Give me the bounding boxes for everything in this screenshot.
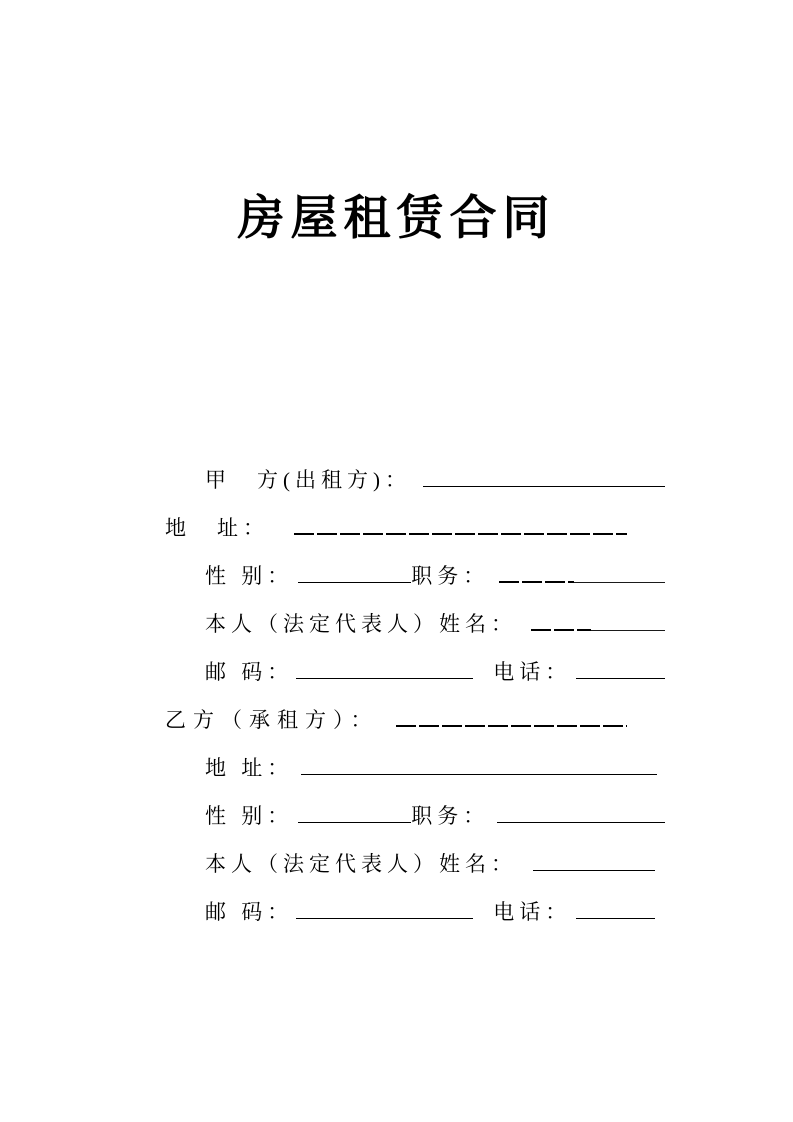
party-b-name-blank[interactable]: [396, 725, 628, 727]
party-b-gender-blank[interactable]: [298, 822, 411, 823]
party-a-rep-name-blank[interactable]: [531, 629, 591, 631]
party-b-phone-blank[interactable]: [576, 918, 655, 919]
party-a-label: 甲 方(出租方)：: [205, 468, 411, 492]
party-a-gender-label: 性 别：: [205, 564, 294, 588]
party-b-phone-label: 电话：: [493, 900, 572, 924]
party-a-position-blank[interactable]: [499, 581, 574, 583]
party-a-phone-label: 电话：: [493, 660, 572, 684]
party-a-name-blank[interactable]: [423, 486, 665, 487]
party-a-rep-name-label: 本人（法定代表人）姓名：: [205, 612, 517, 636]
contract-form: [165, 456, 665, 936]
party-b-rep-name-row: [165, 840, 665, 888]
party-a-rep-name-blank-cont[interactable]: [591, 630, 665, 631]
party-b-position-blank[interactable]: [497, 822, 665, 823]
party-a-position-blank-cont[interactable]: [574, 582, 665, 583]
party-b-address-row: [165, 744, 665, 792]
party-b-postcode-blank[interactable]: [296, 918, 473, 919]
party-a-postcode-label: 邮 码：: [205, 660, 294, 684]
party-a-phone-blank[interactable]: [576, 678, 665, 679]
party-b-gender-label: 性 别：: [205, 804, 294, 828]
party-a-address-row: [165, 504, 665, 552]
party-a-position-label: 职务：: [411, 564, 490, 588]
party-b-postcode-label: 邮 码：: [205, 900, 294, 924]
party-a-rep-name-row: [165, 600, 665, 648]
party-b-label: 乙方（承租方）：: [165, 708, 379, 732]
document-title: 房屋租赁合同: [237, 193, 556, 245]
party-b-rep-name-label: 本人（法定代表人）姓名：: [205, 852, 517, 876]
party-b-address-label: 地 址：: [205, 756, 294, 780]
party-b-address-blank[interactable]: [301, 774, 657, 775]
party-a-gender-blank[interactable]: [298, 582, 411, 583]
party-a-row: [165, 456, 665, 504]
party-a-postcode-blank[interactable]: [296, 678, 473, 679]
party-a-gender-position-row: [165, 552, 665, 600]
party-b-position-label: 职务：: [411, 804, 490, 828]
party-b-rep-name-blank[interactable]: [533, 870, 655, 871]
party-a-address-label: 地 址：: [165, 516, 269, 540]
party-a-address-blank[interactable]: [294, 533, 627, 535]
party-b-row: [165, 696, 665, 744]
party-a-postcode-phone-row: [165, 648, 665, 696]
party-b-postcode-phone-row: [165, 888, 665, 936]
party-b-gender-position-row: [165, 792, 665, 840]
